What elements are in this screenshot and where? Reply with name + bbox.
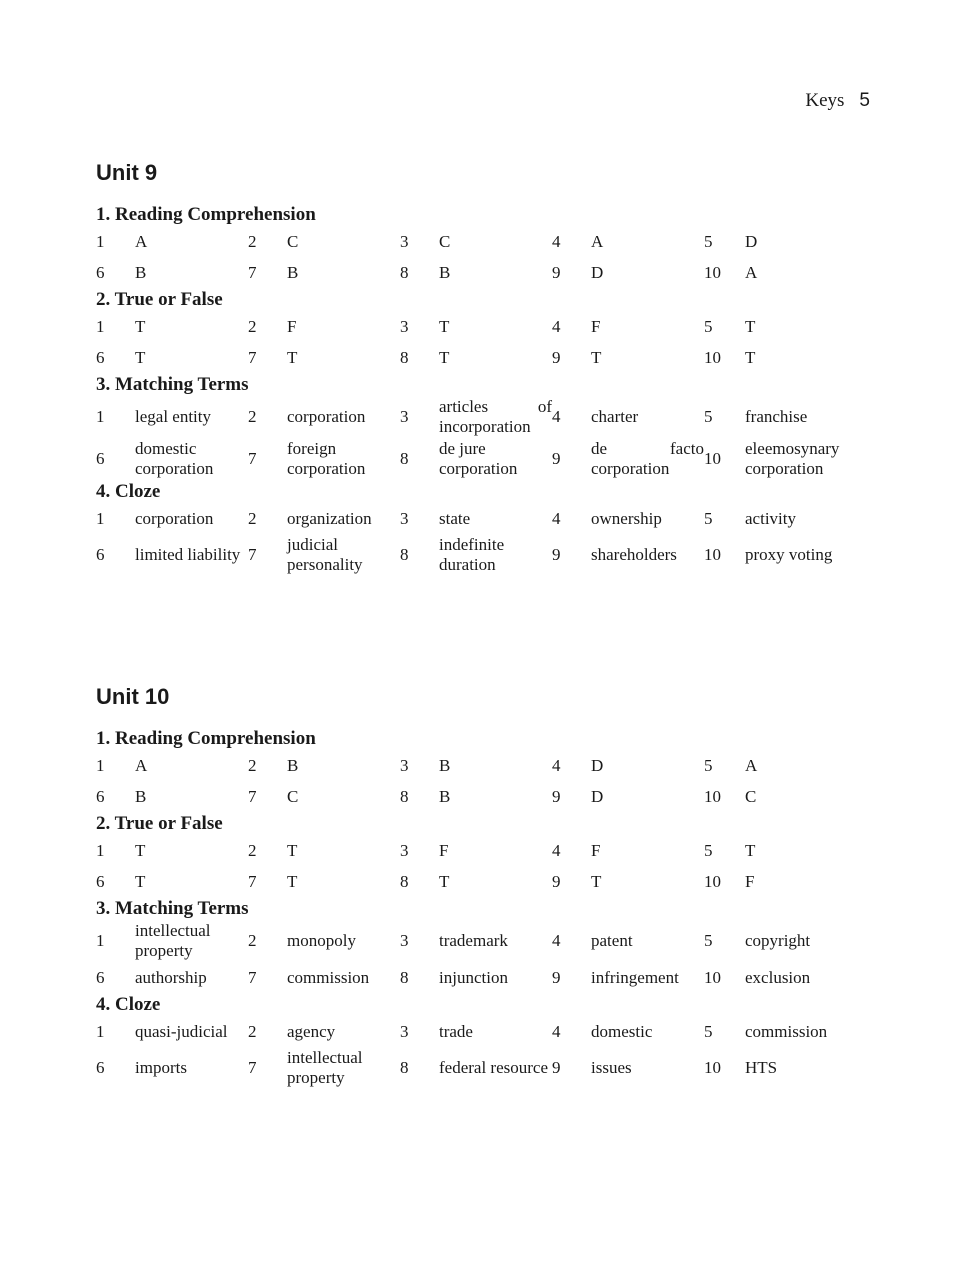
item-answer: infringement [591, 967, 679, 987]
item-number: 2 [248, 231, 257, 251]
answer-row [96, 257, 856, 288]
item-answer: authorship [135, 967, 207, 987]
item-number: 5 [704, 840, 713, 860]
page-number: 5 [859, 90, 870, 111]
item-answer: quasi-judicial [135, 1021, 228, 1041]
item-answer: indefinite duration [439, 535, 505, 574]
item-number: 2 [248, 316, 257, 336]
item-answer: B [439, 786, 451, 806]
section-title: 4. Cloze [96, 481, 161, 502]
item-number: 8 [400, 262, 409, 282]
item-answer: injunction [439, 967, 508, 987]
item-number: 1 [96, 1021, 105, 1041]
item-number: 6 [96, 545, 105, 564]
item-answer: exclusion [745, 967, 811, 987]
answer-row [96, 781, 856, 812]
answer-row [96, 534, 856, 576]
answer-row [96, 920, 856, 962]
item-number: 9 [552, 262, 561, 282]
page-header [805, 90, 870, 116]
answer-row [96, 1047, 856, 1089]
item-number: 3 [400, 840, 409, 860]
item-answer: ownership [591, 508, 662, 528]
item-answer: B [135, 262, 147, 282]
item-answer: T [745, 840, 756, 860]
item-answer: A [745, 755, 758, 775]
item-answer: A [591, 231, 604, 251]
item-answer: A [135, 755, 148, 775]
item-number: 2 [248, 1021, 257, 1041]
item-number: 7 [248, 871, 257, 891]
item-number: 4 [552, 407, 561, 426]
item-number: 1 [96, 931, 105, 950]
item-number: 8 [400, 871, 409, 891]
item-answer: A [135, 231, 148, 251]
item-answer: T [439, 347, 450, 367]
item-number: 5 [704, 755, 713, 775]
item-answer: de jure corporation [439, 439, 518, 478]
item-answer: A [745, 262, 758, 282]
item-number: 6 [96, 449, 105, 468]
item-number: 3 [400, 316, 409, 336]
answer-table [96, 750, 856, 812]
item-answer: B [439, 755, 451, 775]
item-number: 10 [704, 545, 721, 564]
item-answer: trademark [439, 931, 508, 950]
section-title: 3. Matching Terms [96, 898, 249, 919]
section-title: 1. Reading Comprehension [96, 204, 316, 225]
section-title: 3. Matching Terms [96, 374, 249, 395]
item-number: 5 [704, 931, 713, 950]
item-answer: trade [439, 1021, 473, 1041]
item-number: 3 [400, 231, 409, 251]
item-answer: T [591, 347, 602, 367]
item-number: 8 [400, 786, 409, 806]
item-number: 5 [704, 231, 713, 251]
item-number: 9 [552, 1058, 561, 1077]
item-number: 1 [96, 231, 105, 251]
item-number: 10 [704, 1058, 721, 1077]
item-answer: T [745, 316, 756, 336]
item-answer: T [439, 316, 450, 336]
answer-row [96, 396, 856, 438]
item-number: 9 [552, 449, 561, 468]
item-number: 1 [96, 508, 105, 528]
item-number: 1 [96, 840, 105, 860]
item-answer: patent [591, 931, 633, 950]
item-number: 7 [248, 262, 257, 282]
item-number: 7 [248, 967, 257, 987]
item-answer: domestic corporation [135, 439, 214, 478]
item-number: 9 [552, 545, 561, 564]
item-answer: D [591, 755, 604, 775]
item-answer: shareholders [591, 545, 677, 564]
item-number: 2 [248, 407, 257, 426]
item-answer: T [745, 347, 756, 367]
item-number: 4 [552, 931, 561, 950]
item-answer: T [135, 871, 146, 891]
item-number: 9 [552, 786, 561, 806]
item-answer: imports [135, 1058, 187, 1077]
item-number: 4 [552, 316, 561, 336]
item-number: 3 [400, 1021, 409, 1041]
item-answer: D [745, 231, 758, 251]
item-answer: eleemosynary corporation [745, 439, 840, 478]
item-number: 8 [400, 1058, 409, 1077]
item-number: 1 [96, 407, 105, 426]
item-answer: intellectual property [135, 921, 211, 960]
answer-row [96, 866, 856, 897]
item-answer: B [287, 755, 299, 775]
item-number: 6 [96, 262, 105, 282]
item-answer: charter [591, 407, 639, 426]
item-number: 1 [96, 755, 105, 775]
answer-table [96, 835, 856, 897]
item-answer: T [135, 840, 146, 860]
item-number: 2 [248, 755, 257, 775]
item-answer: monopoly [287, 931, 356, 950]
item-number: 4 [552, 1021, 561, 1041]
item-answer: F [591, 840, 601, 860]
item-answer: judicial personality [287, 535, 363, 574]
item-number: 2 [248, 840, 257, 860]
answer-table [96, 920, 856, 993]
item-number: 1 [96, 316, 105, 336]
header-label: Keys [805, 90, 845, 111]
item-answer: F [287, 316, 297, 336]
item-number: 7 [248, 545, 257, 564]
answer-table [96, 503, 856, 576]
item-number: 8 [400, 449, 409, 468]
section-title: 1. Reading Comprehension [96, 728, 316, 749]
item-number: 4 [552, 755, 561, 775]
item-answer: C [287, 231, 299, 251]
item-answer: T [135, 347, 146, 367]
answer-table [96, 226, 856, 288]
item-answer: proxy voting [745, 545, 833, 564]
unit-10 [96, 682, 876, 1089]
item-answer: issues [591, 1058, 632, 1077]
item-number: 2 [248, 508, 257, 528]
answer-table [96, 396, 856, 480]
answer-row [96, 750, 856, 781]
answer-row [96, 226, 856, 257]
answer-row [96, 503, 856, 534]
item-number: 9 [552, 871, 561, 891]
item-number: 4 [552, 231, 561, 251]
item-answer: corporation [135, 508, 214, 528]
item-answer: state [439, 508, 471, 528]
item-answer: F [439, 840, 449, 860]
item-answer: agency [287, 1021, 336, 1041]
answer-table [96, 1016, 856, 1089]
item-number: 3 [400, 755, 409, 775]
item-number: 4 [552, 508, 561, 528]
answer-row [96, 311, 856, 342]
item-answer: D [591, 262, 604, 282]
item-answer: commission [287, 967, 370, 987]
item-answer: F [745, 871, 755, 891]
item-number: 2 [248, 931, 257, 950]
unit-title: Unit 10 [96, 684, 170, 709]
item-answer: F [591, 316, 601, 336]
item-number: 5 [704, 1021, 713, 1041]
item-answer: organization [287, 508, 372, 528]
answer-row [96, 835, 856, 866]
item-answer: activity [745, 508, 796, 528]
item-number: 5 [704, 407, 713, 426]
item-number: 8 [400, 967, 409, 987]
item-answer: B [287, 262, 299, 282]
answer-row [96, 438, 856, 480]
item-answer: copyright [745, 931, 811, 950]
item-answer: B [439, 262, 451, 282]
item-answer: T [591, 871, 602, 891]
item-answer: federal resource [439, 1058, 549, 1077]
item-number: 6 [96, 786, 105, 806]
item-number: 8 [400, 347, 409, 367]
item-answer: D [591, 786, 604, 806]
item-number: 6 [96, 871, 105, 891]
item-number: 10 [704, 871, 721, 891]
item-answer: T [135, 316, 146, 336]
answer-row [96, 342, 856, 373]
item-answer: corporation [287, 407, 366, 426]
unit-9 [96, 158, 876, 576]
item-number: 3 [400, 931, 409, 950]
item-answer: commission [745, 1021, 828, 1041]
item-answer: foreign corporation [287, 439, 366, 478]
section-title: 4. Cloze [96, 994, 161, 1015]
item-answer: franchise [745, 407, 808, 426]
item-number: 7 [248, 449, 257, 468]
item-answer: C [745, 786, 757, 806]
item-answer: articles of incorporation [439, 397, 552, 436]
section-title: 2. True or False [96, 813, 223, 834]
item-number: 3 [400, 407, 409, 426]
item-number: 10 [704, 347, 721, 367]
item-number: 3 [400, 508, 409, 528]
item-answer: T [287, 347, 298, 367]
item-number: 9 [552, 967, 561, 987]
item-answer: de facto corporation [591, 439, 704, 478]
item-number: 5 [704, 508, 713, 528]
item-answer: limited liability [135, 545, 241, 564]
item-answer: C [287, 786, 299, 806]
item-answer: T [287, 871, 298, 891]
section-title: 2. True or False [96, 289, 223, 310]
item-answer: intellectual property [287, 1048, 363, 1087]
item-answer: B [135, 786, 147, 806]
item-number: 10 [704, 262, 721, 282]
item-answer: T [287, 840, 298, 860]
item-answer: C [439, 231, 451, 251]
item-answer: domestic [591, 1021, 653, 1041]
item-number: 8 [400, 545, 409, 564]
item-number: 10 [704, 967, 721, 987]
item-answer: T [439, 871, 450, 891]
item-number: 6 [96, 347, 105, 367]
item-answer: HTS [745, 1058, 778, 1077]
item-number: 7 [248, 786, 257, 806]
item-number: 10 [704, 786, 721, 806]
unit-title: Unit 9 [96, 160, 158, 185]
item-number: 6 [96, 967, 105, 987]
item-number: 10 [704, 449, 721, 468]
answer-row [96, 1016, 856, 1047]
item-number: 5 [704, 316, 713, 336]
item-number: 6 [96, 1058, 105, 1077]
answer-table [96, 311, 856, 373]
answer-row [96, 962, 856, 993]
item-number: 7 [248, 1058, 257, 1077]
item-number: 7 [248, 347, 257, 367]
item-number: 9 [552, 347, 561, 367]
item-number: 4 [552, 840, 561, 860]
item-answer: legal entity [135, 407, 212, 426]
